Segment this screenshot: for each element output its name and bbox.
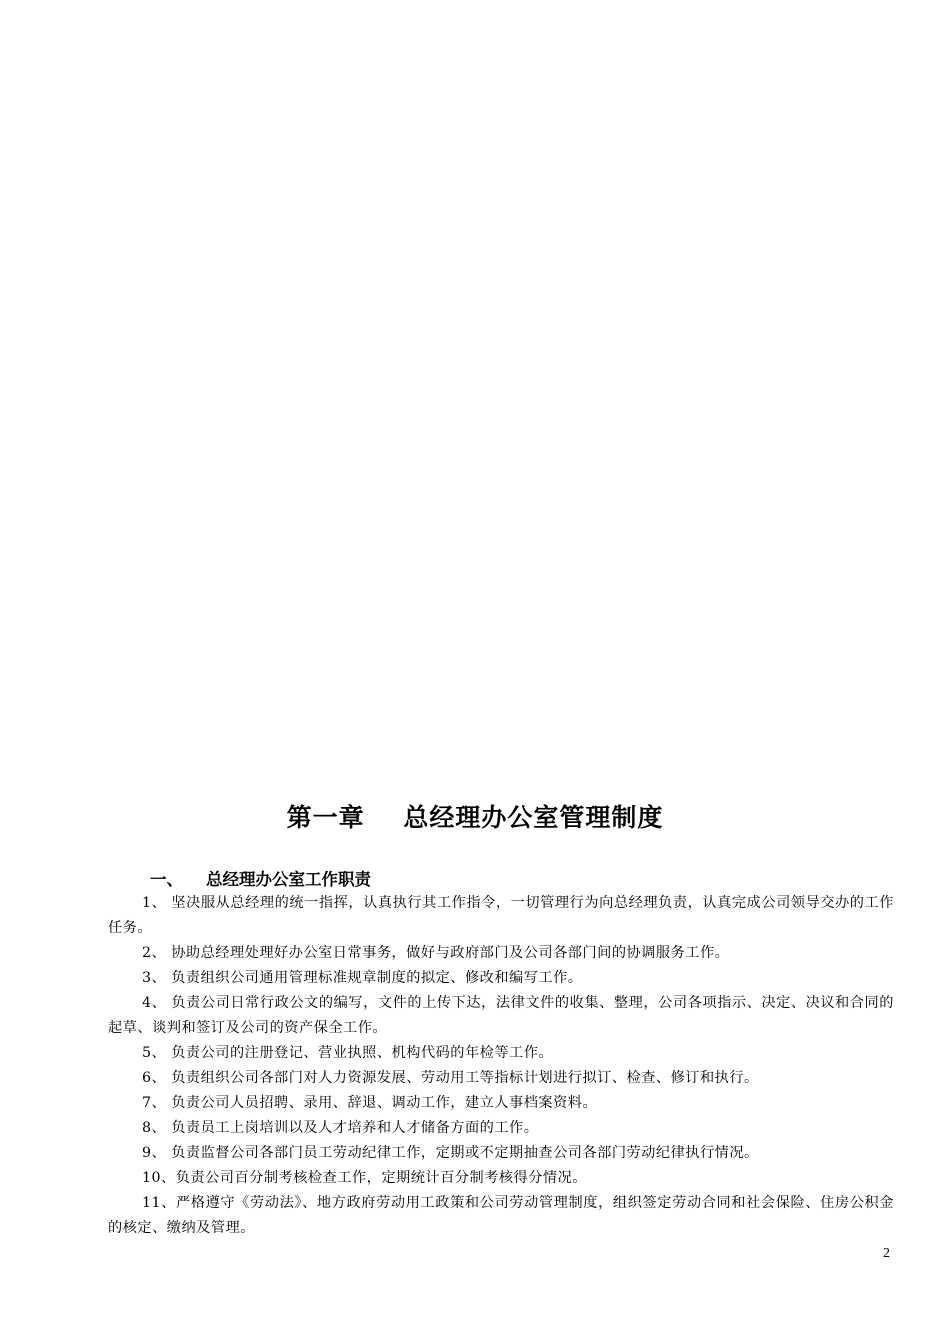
duty-item-2: 2、 协助总经理处理好办公室日常事务，做好与政府部门及公司各部门间的协调服务工作。: [142, 945, 730, 961]
section-heading: 一、 总经理办公室工作职责: [150, 870, 371, 889]
duty-item-1: 1、 坚决服从总经理的统一指挥，认真执行其工作指令，一切管理行为向总经理负责，认真完成公司领导交办的工作任务。: [108, 895, 894, 936]
duty-item-3: 3、 负责组织公司通用管理标准规章制度的拟定、修改和编写工作。: [142, 970, 583, 986]
duty-item-6: 6、 负责组织公司各部门对人力资源发展、劳动用工等指标计划进行拟订、检查、修订和执行。: [142, 1070, 759, 1086]
duty-item-8: 8、 负责员工上岗培训以及人才培养和人才储备方面的工作。: [142, 1120, 539, 1136]
duty-list: [108, 891, 894, 1241]
duty-item-10: 10、负责公司百分制考核检查工作，定期统计百分制考核得分情况。: [142, 1170, 587, 1186]
duty-item-4: 4、 负责公司日常行政公文的编写，文件的上传下达，法律文件的收集、整理，公司各项指示、决定、决议和合同的起草、谈判和签订及公司的资产保全工作。: [108, 995, 894, 1036]
duty-item-5: 5、 负责公司的注册登记、营业执照、机构代码的年检等工作。: [142, 1045, 554, 1061]
chapter-title: 第一章 总经理办公室管理制度: [286, 803, 664, 832]
duty-item-7: 7、 负责公司人员招聘、录用、辞退、调动工作，建立人事档案资料。: [142, 1095, 598, 1111]
duty-item-9: 9、 负责监督公司各部门员工劳动纪律工作，定期或不定期抽查公司各部门劳动纪律执行情况。: [142, 1145, 759, 1161]
duty-item-11: 11、严格遵守《劳动法》、地方政府劳动用工政策和公司劳动管理制度，组织签定劳动合同和社会保险、住房公积金的核定、缴纳及管理。: [108, 1195, 894, 1236]
page-number: 2: [883, 1246, 890, 1261]
